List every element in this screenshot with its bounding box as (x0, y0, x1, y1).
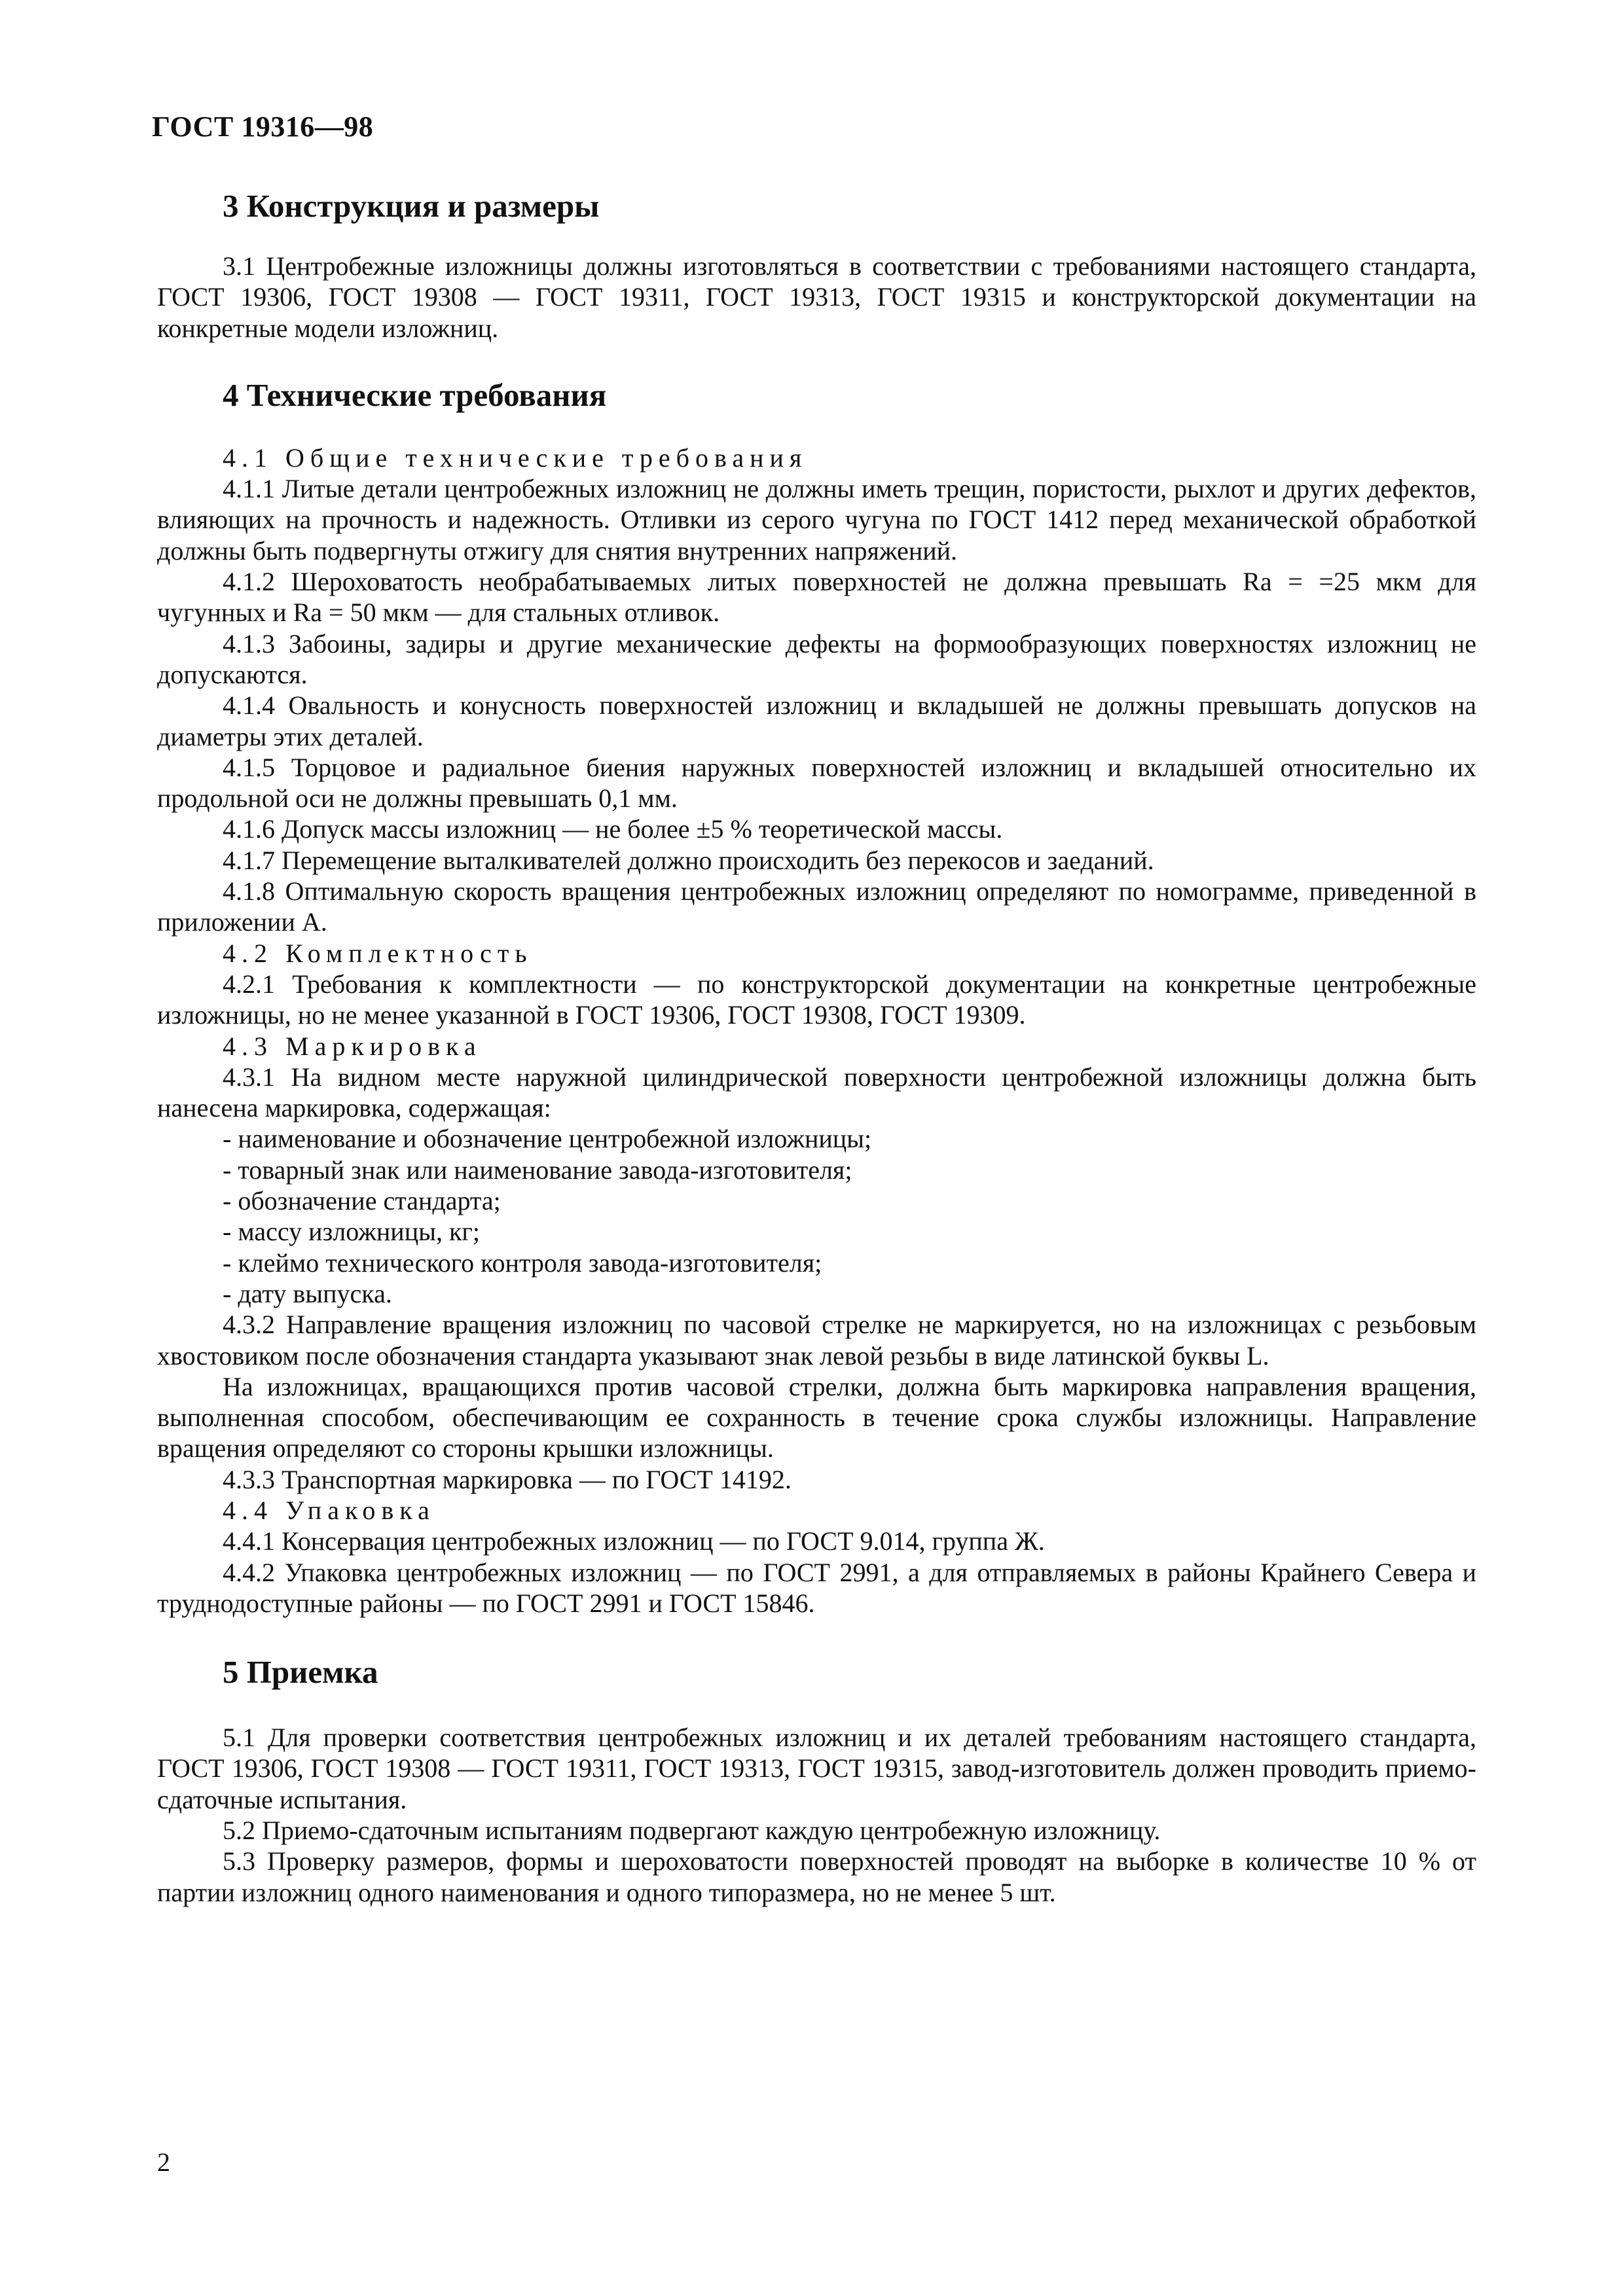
page-number: 2 (157, 2147, 170, 2177)
subsection-heading: 4.4 Упаковка (223, 1495, 435, 1525)
list-item: - массу изложницы, кг; (223, 1217, 480, 1247)
section-heading: 3 Конструкция и размеры (223, 188, 600, 224)
list-item: - товарный знак или наименование завода-изготовителя; (223, 1155, 852, 1185)
paragraph: 4.3.2 Направление вращения изложниц по часовой стрелке не маркируется, но на изложницах с резьбовым хвостовиком после обозначения стандарта указывают знак левой резьбы в виде латинской буквы L. (157, 1310, 1476, 1371)
paragraph: 4.3.1 На видном месте наружной цилиндрической поверхности центробежной изложницы должна быть нанесена маркировка, содержащая: (157, 1062, 1476, 1123)
list-item: - клеймо технического контроля завода-изготовителя; (223, 1247, 822, 1278)
paragraph: 4.1.3 Забоины, задиры и другие механические дефекты на формообразующих поверхностях изложниц не допускаются. (157, 628, 1476, 689)
paragraph: 4.1.4 Овальность и конусность поверхностей изложниц и вкладышей не должны превышать допусков на диаметры этих деталей. (157, 691, 1476, 751)
paragraph: 4.1.2 Шероховатость необрабатываемых литых поверхностей не должна превышать Ra = =25 мкм для чугунных и Ra = 50 мкм — для стальных отливок. (157, 567, 1476, 628)
paragraph: 4.4.2 Упаковка центробежных изложниц — по ГОСТ 2991, а для отправляемых в районы Крайнего Севера и труднодоступные районы — по ГОСТ 2991 и ГОСТ 15846. (157, 1557, 1476, 1618)
paragraph: 4.1.1 Литые детали центробежных изложниц не должны иметь трещин, пористости, рыхлот и других дефектов, влияющих на прочность и надежность. Отливки из серого чугуна по ГОСТ 1412 перед механической обработкой должны быть подвергнуты отжигу для снятия внутренних напряжений. (157, 474, 1476, 565)
paragraph: 5.2 Приемо-сдаточным испытаниям подвергают каждую центробежную изложницу. (223, 1816, 1161, 1846)
paragraph: 5.1 Для проверки соответствия центробежных изложниц и их деталей требованиям настоящего стандарта, ГОСТ 19306, ГОСТ 19308 — ГОСТ 19311, ГОСТ 19313, ГОСТ 19315, завод-изготовитель должен проводить приемо-сдаточные испытания. (157, 1723, 1476, 1814)
paragraph: На изложницах, вращающихся против часовой стрелки, должна быть маркировка направления вращения, выполненная способом, обеспечивающим ее сохранность в течение срока службы изложницы. Направление вращения определяют со стороны крышки изложницы. (157, 1371, 1476, 1463)
paragraph: 4.3.3 Транспортная маркировка — по ГОСТ 14192. (223, 1464, 792, 1494)
paragraph: 4.2.1 Требования к комплектности — по конструкторской документации на конкретные центробежные изложницы, но не менее указанной в ГОСТ 19306, ГОСТ 19308, ГОСТ 19309. (157, 969, 1476, 1030)
paragraph: 5.3 Проверку размеров, формы и шероховатости поверхностей проводят на выборке в количестве 10 % от партии изложниц одного наименования и одного типоразмера, но не менее 5 шт. (157, 1846, 1476, 1907)
paragraph: 4.4.1 Консервация центробежных изложниц — по ГОСТ 9.014, группа Ж. (223, 1526, 1045, 1556)
paragraph: 4.1.7 Перемещение выталкивателей должно происходить без перекосов и заеданий. (223, 845, 1154, 875)
paragraph: 4.1.6 Допуск массы изложниц — не более ±5 % теоретической массы. (223, 814, 1003, 844)
document-code: ГОСТ 19316—98 (152, 111, 374, 143)
section-heading: 5 Приемка (223, 1654, 378, 1691)
list-item: - дату выпуска. (223, 1278, 392, 1308)
list-item: - наименование и обозначение центробежной изложницы; (223, 1124, 872, 1154)
document-body (157, 187, 1476, 1908)
paragraph: 4.1.8 Оптимальную скорость вращения центробежных изложниц определяют по номограмме, приведенной в приложении А. (157, 876, 1476, 937)
paragraph: 4.1.5 Торцовое и радиальное биения наружных поверхностей изложниц и вкладышей относительно их продольной оси не должны превышать 0,1 мм. (157, 752, 1476, 814)
subsection-heading: 4.3 Маркировка (223, 1031, 482, 1061)
subsection-heading: 4.2 Комплектность (223, 938, 533, 968)
section-heading: 4 Технические требования (223, 376, 607, 413)
subsection-heading: 4.1 Общие технические требования (223, 442, 808, 473)
list-item: - обозначение стандарта; (223, 1186, 501, 1216)
paragraph: 3.1 Центробежные изложницы должны изготовляться в соответствии с требованиями настоящего стандарта, ГОСТ 19306, ГОСТ 19308 — ГОСТ 19311, ГОСТ 19313, ГОСТ 19315 и конструкторской документации на конкретные модели изложниц. (157, 251, 1476, 343)
